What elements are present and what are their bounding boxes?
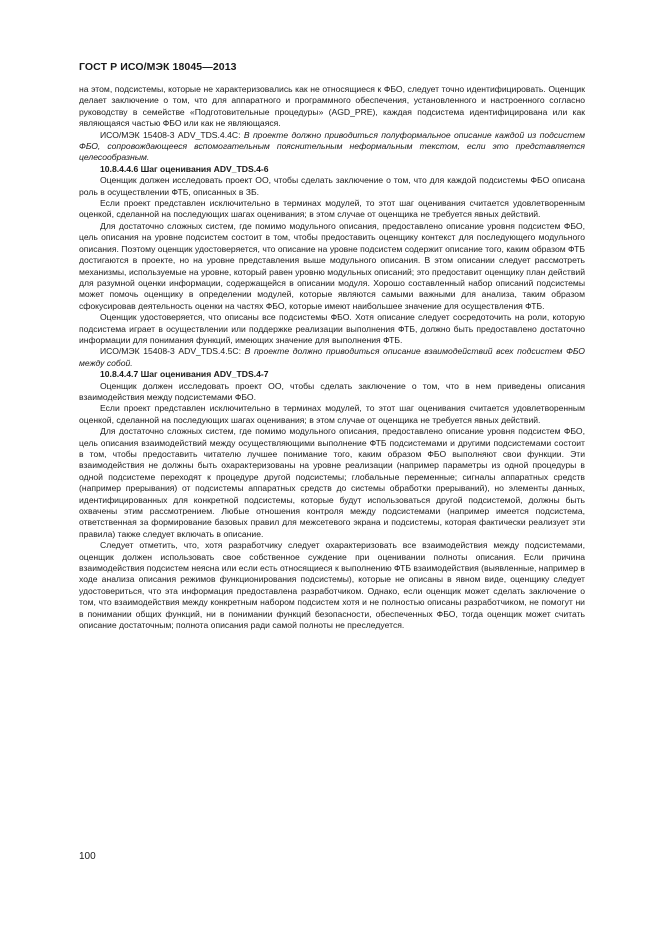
paragraph: Оценщик должен исследовать проект ОО, чтобы сделать заключение о том, что для каждой подсистемы ФБО описана роль в осуществлении ФТБ, описанных в ЗБ. <box>79 175 585 197</box>
paragraph: Для достаточно сложных систем, где помимо модульного описания, предоставлено описание уровня подсистем ФБО, цель описания взаимодействий между осуществляющими выполнение ФТБ подсистемами и другими подсистемами состоит в том, чтобы предоставить читателю лучшее понимание того, каким образом ФБО выполняют свои функции. Эти взаимодействия не должны быть охарактеризованы на уровне реализации (например параметры из одной процедуры в одной подсистеме переходят к процедуре другой подсистемы; глобальные переменные; сигналы аппаратных средств (например прерывания) от подсистемы аппаратных средств до системы обработки прерываний), но элементы данных, идентифицированных для конкретной подсистемы, которые будут использоваться другой подсистемой, должны быть охвачены этим рассмотрением. Любые отношения контроля между подсистемами (например имеется подсистема, ответственная за формирование базовых правил для межсетевого экрана и подсистемы, которая фактически реализует эти правила) также следует включать в описание. <box>79 426 585 539</box>
paragraph: Оценщик удостоверяется, что описаны все подсистемы ФБО. Хотя описание следует сосредоточить на роли, которую подсистема играет в осуществлении или поддержке реализации выполнения ФТБ, должно быть предоставлено достаточно информации для понимания функций, имеющих значение для выполнения ФТБ. <box>79 312 585 345</box>
paragraph: Следует отметить, что, хотя разработчику следует охарактеризовать все взаимодействия между подсистемами, оценщик должен использовать свое собственное суждение при оценивании полноты описания. Если причина взаимодействия подсистем неясна или если есть относящиеся к выполнению ФТБ взаимодействия (выявленные, например в ходе анализа описания режимов функционирования подсистемы), которые не описаны в явном виде, оценщику следует удостовериться, что эта информация предоставлена разработчиком. Однако, если оценщик может сделать заключение о том, что взаимодействия между конкретным набором подсистем хотя и не полностью описаны разработчиком, не помогут ни в понимании общих функций, ни в понимании функций безопасности, обеспеченных ФБО, тогда оценщик может считать описание достаточным; полнота описания ради самой полноты не преследуется. <box>79 540 585 631</box>
page-number: 100 <box>79 851 96 862</box>
standard-reference-paragraph <box>79 346 585 369</box>
paragraph: Если проект представлен исключительно в терминах модулей, то этот шаг оценивания считается удовлетворенным оценкой, сделанной на последующих шагах оценивания; в этом случае от оценщика не требуется явных действий. <box>79 198 585 220</box>
paragraph: на этом, подсистемы, которые не характеризовались как не относящиеся к ФБО, следует точно идентифицировать. Оценщик делает заключение о том, что для аппаратного и программного обеспечения, установленного и настроенного согласно руководству в семействе «Подготовительные процедуры» (AGD_PRE), каждая подсистема идентифицирована или как являющаяся частью ФБО или как не являющаяся. <box>79 84 585 129</box>
paragraph: Для достаточно сложных систем, где помимо модульного описания, предоставлено описание уровня подсистем ФБО, цель описания на уровне подсистем состоит в том, чтобы предоставить оценщику контекст для последующего модульного описания. Поэтому оценщик удостоверяется, что описание на уровне подсистем содержит описание того, каким образом ФТБ достигаются в проекте, но на уровне представления выше модульного описания. В этом описании следует рассмотреть механизмы, используемые на уровне, который равен уровню модульных описаний; это предоставит оценщику план действий для разумной оценки информации, содержащейся в описании модуля. Хорошо составленный набор описаний подсистемы может помочь оценщику в определении модулей, которые являются самыми важными для анализа, таким образом сфокусировав деятельность оценки на частях ФБО, которые имеют наибольшее значение для осуществления ФТБ. <box>79 220 585 311</box>
standard-reference-paragraph <box>79 130 585 164</box>
standard-reference: ИСО/МЭК 15408-3 ADV_TDS.4.5С: <box>100 346 241 357</box>
section-heading: 10.8.4.4.6 Шаг оценивания ADV_TDS.4-6 <box>100 163 269 174</box>
body-text <box>79 84 585 632</box>
requirement-text: В проекте должно приводиться описание взаимодействий всех подсистем ФБО между собой. <box>79 346 585 368</box>
section-heading: 10.8.4.4.7 Шаг оценивания ADV_TDS.4-7 <box>100 369 269 380</box>
paragraph: Оценщик должен исследовать проект ОО, чтобы сделать заключение о том, что в нем приведены описания взаимодействия между подсистемами ФБО. <box>79 380 585 402</box>
standard-reference: ИСО/МЭК 15408-3 ADV_TDS.4.4С: <box>100 129 241 140</box>
requirement-text: В проекте должно приводиться полуформальное описание каждой из подсистем ФБО, сопровождающееся вспомогательным пояснительным неформальным текстом, если это представляется целесообразным. <box>79 129 585 163</box>
paragraph: Если проект представлен исключительно в терминах модулей, то этот шаг оценивания считается удовлетворенным оценкой, сделанной на последующих шагах оценивания; в этом случае от оценщика не требуется явных действий. <box>79 403 585 425</box>
running-header: ГОСТ Р ИСО/МЭК 18045—2013 <box>79 61 237 73</box>
